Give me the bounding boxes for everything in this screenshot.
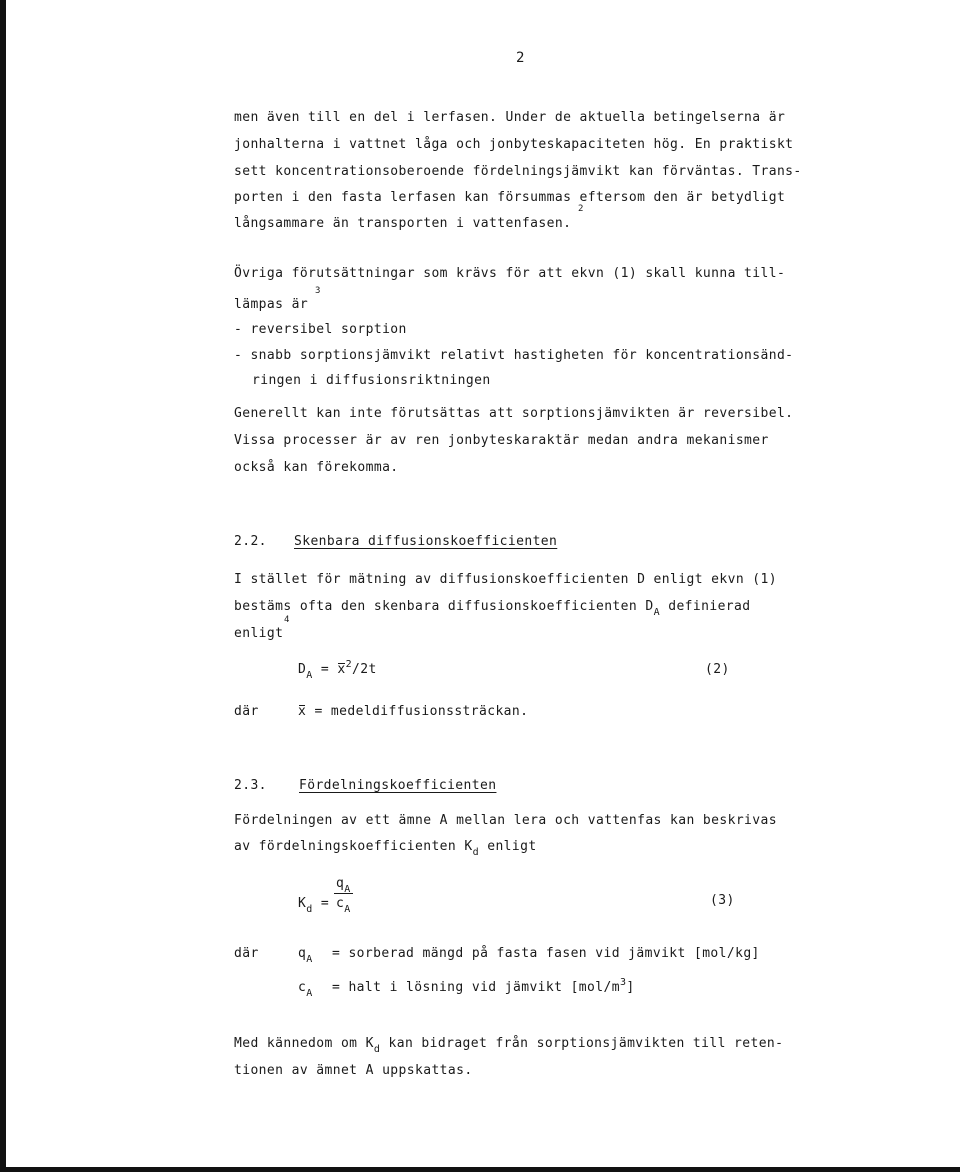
general-line-3: också kan förekomma. — [234, 460, 399, 475]
general-line-1: Generellt kan inte förutsättas att sorptionsjämvikten är reversibel. — [234, 406, 794, 421]
where-label-2-2: där — [234, 704, 259, 719]
section-2-3-title: Fördelningskoefficienten — [299, 778, 497, 793]
equation-3-lhs: $K_d$ = — [298, 896, 330, 915]
scan-edge-bottom — [0, 1167, 960, 1172]
assumptions-line-1: Övriga förutsättningar som krävs för att ekvn (1) skall kunna till- — [234, 266, 786, 281]
closing-line-1: Med kännedom om $K_d$ kan bidraget från sorptionsjämvikten till reten- — [234, 1036, 784, 1055]
section-2-2-title: Skenbara diffusionskoefficienten — [294, 534, 558, 549]
section-2-2-line-2: bestäms ofta den skenbara diffusionskoefficienten $D_A$ definierad — [234, 599, 751, 618]
scan-edge-left — [0, 0, 6, 1172]
general-line-2: Vissa processer är av ren jonbyteskaraktär medan andra mekanismer — [234, 433, 769, 448]
assumptions-reference-mark: 3 — [315, 286, 321, 296]
assumptions-line-2: lämpas är — [234, 297, 309, 312]
bullet-fast-equilibrium-line-2: ringen i diffusionsriktningen — [252, 373, 491, 388]
equation-2: $D_A = x^2/2t$ — [298, 659, 377, 681]
section-2-2-line-1: I stället för mätning av diffusionskoefficienten D enligt ekvn (1) — [234, 572, 777, 587]
section-2-3-number: 2.3. — [234, 778, 267, 793]
where-definition-x: x = medeldiffusionssträckan. — [298, 704, 529, 719]
intro-line-1: men även till en del i lerfasen. Under de aktuella betingelserna är — [234, 110, 786, 125]
section-2-3-line-1: Fördelningen av ett ämne A mellan lera och vattenfas kan beskrivas — [234, 813, 777, 828]
section-2-2-number: 2.2. — [234, 534, 267, 549]
definition-qA: $q_A$ — [298, 946, 313, 965]
bullet-fast-equilibrium-line-1: - snabb sorptionsjämvikt relativt hastigheten för koncentrationsänd- — [234, 348, 794, 363]
definition-cA: $c_A$ — [298, 980, 313, 999]
section-2-2-reference-mark: 4 — [284, 615, 290, 625]
bullet-reversible-sorption: - reversibel sorption — [234, 322, 407, 337]
closing-line-2: tionen av ämnet A uppskattas. — [234, 1063, 473, 1078]
definition-qA-text: = sorberad mängd på fasta fasen vid jämvikt [mol/kg] — [332, 946, 760, 961]
intro-line-3: sett koncentrationsoberoende fördelningsjämvikt kan förväntas. Trans- — [234, 164, 802, 179]
where-label-2-3: där — [234, 946, 259, 961]
equation-2-number: (2) — [705, 662, 730, 677]
equation-3-fraction — [334, 876, 353, 915]
equation-3-numerator: $q_A$ — [336, 876, 351, 895]
equation-3-number: (3) — [710, 893, 735, 908]
intro-reference-mark: 2 — [578, 204, 584, 214]
definition-cA-text: = halt i lösning vid jämvikt $[mol/m^3]$ — [332, 977, 635, 995]
equation-3-denominator: $c_A$ — [336, 896, 351, 915]
intro-line-5: långsammare än transporten i vattenfasen. — [234, 216, 572, 231]
section-2-2-line-3: enligt — [234, 626, 284, 641]
page-number: 2 — [516, 50, 525, 66]
section-2-3-line-2: av fördelningskoefficienten $K_d$ enligt — [234, 839, 537, 858]
intro-line-4: porten i den fasta lerfasen kan försummas eftersom den är betydligt — [234, 190, 786, 205]
intro-line-2: jonhalterna i vattnet låga och jonbyteskapaciteten hög. En praktiskt — [234, 137, 794, 152]
